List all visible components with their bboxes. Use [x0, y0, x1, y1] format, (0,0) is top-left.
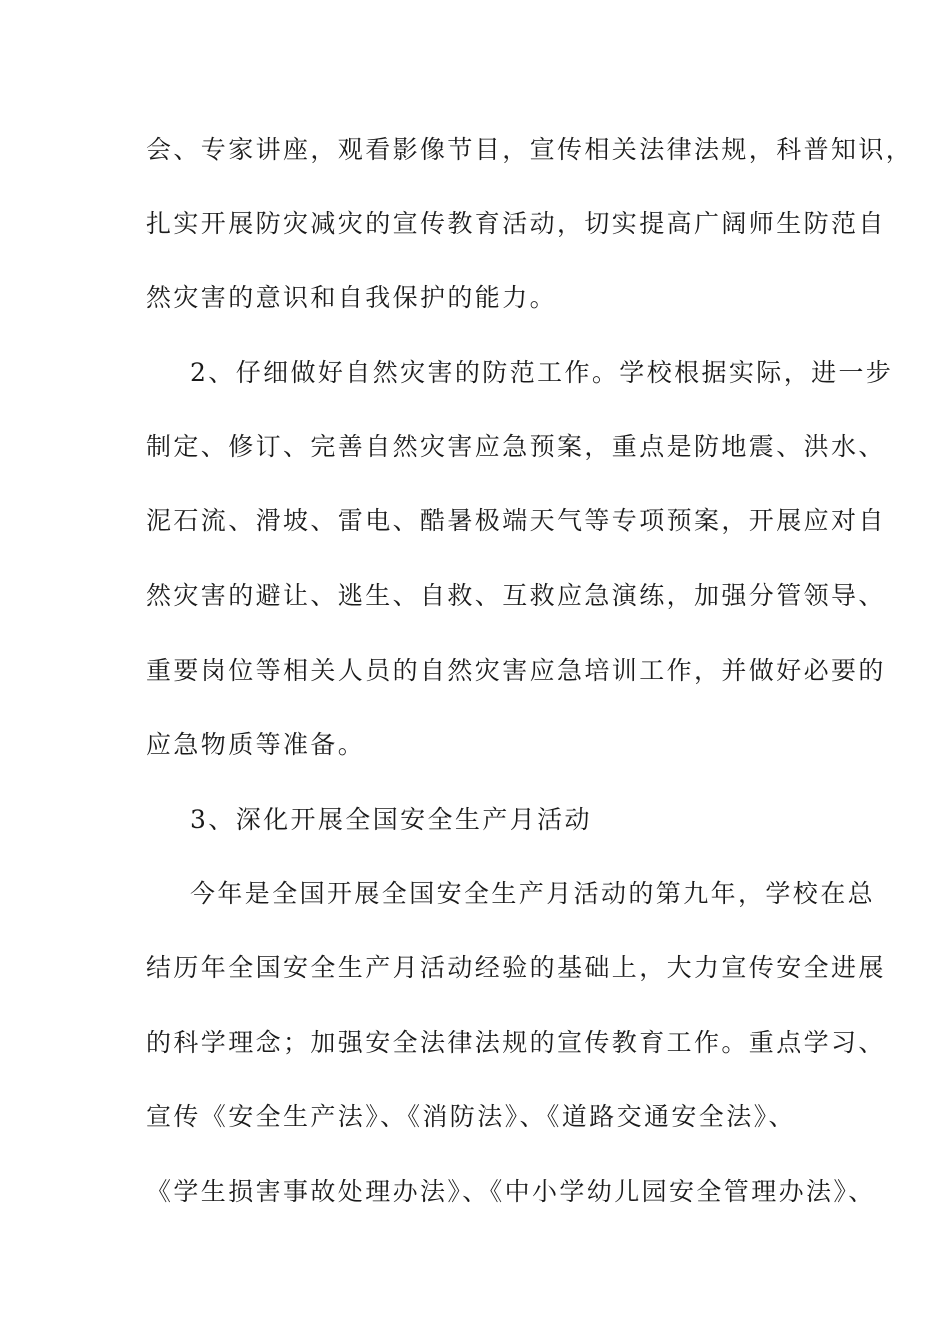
- section-heading-3: 3、深化开展全国安全生产月活动: [190, 805, 592, 834]
- text-line: 然灾害的避让、逃生、自救、互救应急演练，加强分管领导、: [146, 581, 886, 610]
- text-line: 会、专家讲座，观看影像节目，宣传相关法律法规，科普知识，: [146, 135, 914, 164]
- text-line: 应急物质等准备。: [146, 730, 366, 759]
- text-line: 重要岗位等相关人员的自然灾害应急培训工作，并做好必要的: [146, 656, 886, 685]
- text-line: 《学生损害事故处理办法》、《中小学幼儿园安全管理办法》、: [146, 1177, 876, 1206]
- paragraph-heading-2: 2、仔细做好自然灾害的防范工作。学校根据实际，进一步: [190, 358, 894, 387]
- text-line: 泥石流、滑坡、雷电、酷暑极端天气等专项预案，开展应对自: [146, 506, 886, 535]
- text-line: 宣传《安全生产法》、《消防法》、《道路交通安全法》、: [146, 1102, 796, 1131]
- text-line: 的科学理念；加强安全法律法规的宣传教育工作。重点学习、: [146, 1028, 886, 1057]
- text-line: 制定、修订、完善自然灾害应急预案，重点是防地震、洪水、: [146, 432, 886, 461]
- text-line: 然灾害的意识和自我保护的能力。: [146, 283, 558, 312]
- text-line: 今年是全国开展全国安全生产月活动的第九年，学校在总: [190, 879, 876, 908]
- text-line: 扎实开展防灾减灾的宣传教育活动，切实提高广阔师生防范自: [146, 209, 886, 238]
- text-line: 结历年全国安全生产月活动经验的基础上，大力宣传安全进展: [146, 953, 886, 982]
